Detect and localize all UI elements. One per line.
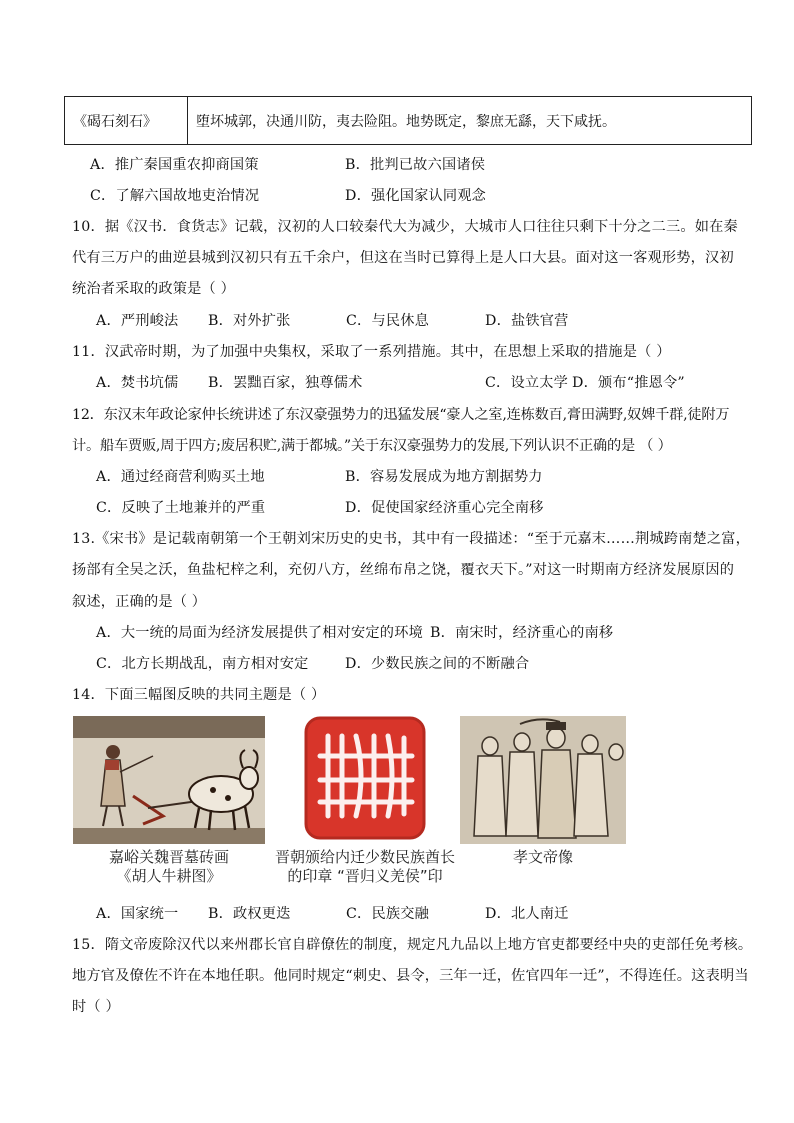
q10-stem-line2: 代有三万户的曲逆县城到汉初只有五千余户，但这在当时已算得上是人口大县。面对这一客观形势，汉初 xyxy=(72,250,734,266)
q13-option-b: B．南宋时，经济重心的南移 xyxy=(430,625,614,641)
seal-illustration xyxy=(296,716,434,844)
q15-stem-line3: 时（ ） xyxy=(72,999,120,1015)
q11-stem-line1: 11．汉武帝时期，为了加强中央集权，采取了一系列措施。其中，在思想上采取的措施是（ ） xyxy=(72,344,671,360)
emperor-caption-line1: 孝文帝像 xyxy=(512,848,573,866)
q12-stem-line1: 12．东汉末年政论家仲长统讲述了东汉豪强势力的迅猛发展“豪人之室,连栋数百,膏田满野,奴婢千群,徒附万 xyxy=(72,407,730,423)
painting-caption-line1: 嘉峪关魏晋墓砖画 xyxy=(108,848,229,866)
xiaowen-emperor-painting xyxy=(460,716,626,844)
q15-stem-line1: 15．隋文帝废除汉代以来州郡长官自辟僚佐的制度，规定凡九品以上地方官吏都要经中央的吏部任免考核。 xyxy=(72,937,753,953)
emperor-caption xyxy=(460,848,626,867)
painting-caption-line2: 《胡人牛耕图》 xyxy=(116,867,222,885)
q10-option-b: B．对外扩张 xyxy=(208,313,291,329)
seal-caption-line1: 晋朝颁给内迁少数民族酋长 xyxy=(274,848,455,866)
q13-stem-line3: 叙述，正确的是（ ） xyxy=(72,594,207,610)
quote-table xyxy=(64,96,752,145)
q13-option-d: D．少数民族之间的不断融合 xyxy=(345,656,530,672)
q11-option-b: B．罢黜百家，独尊儒术 xyxy=(208,375,363,391)
q14-option-a: A．国家统一 xyxy=(96,906,179,922)
q9-option-a: A．推广秦国重农抑商国策 xyxy=(90,157,259,173)
q14-stem-line1: 14．下面三幅图反映的共同主题是（ ） xyxy=(72,687,326,703)
q9-option-d: D．强化国家认同观念 xyxy=(345,188,487,204)
q9-option-b: B．批判已故六国诸侯 xyxy=(345,157,486,173)
ox-plowing-painting xyxy=(73,716,265,844)
q12-option-a: A．通过经商营利购买土地 xyxy=(96,469,265,485)
q10-option-c: C．与民休息 xyxy=(346,313,429,329)
seal-caption xyxy=(262,848,468,886)
q13-option-c: C．北方长期战乱，南方相对安定 xyxy=(96,656,309,672)
emperor-illustration xyxy=(460,716,626,844)
q12-option-b: B．容易发展成为地方割据势力 xyxy=(345,469,543,485)
q10-stem-line3: 统治者采取的政策是（ ） xyxy=(72,281,235,297)
quote-source: 《碣石刻石》 xyxy=(65,97,188,145)
q14-option-d: D．北人南迁 xyxy=(485,906,569,922)
q12-option-c: C．反映了土地兼并的严重 xyxy=(96,500,266,516)
jin-seal-image xyxy=(296,716,434,844)
q10-option-a: A．严刑峻法 xyxy=(96,313,179,329)
q9-option-c: C．了解六国故地吏治情况 xyxy=(90,188,260,204)
q13-stem-line1: 13.《宋书》是记载南朝第一个王朝刘宋历史的史书，其中有一段描述：“至于元嘉末……荆城跨南楚之富， xyxy=(72,531,751,547)
q14-option-b: B．政权更迭 xyxy=(208,906,291,922)
q11-option-c: C．设立太学 xyxy=(485,375,568,391)
q14-option-c: C．民族交融 xyxy=(346,906,429,922)
seal-caption-line2: 的印章 “晋归义羌侯”印 xyxy=(287,867,443,885)
q11-option-d: D．颁布“推恩令” xyxy=(572,375,685,391)
ox-plowing-illustration xyxy=(73,716,265,844)
q13-stem-line2: 扬部有全吴之沃，鱼盐杞梓之利，充仞八方，丝绵布帛之饶，覆衣天下。”对这一时期南方经济发展原因的 xyxy=(72,562,735,578)
q10-stem-line1: 10．据《汉书．食货志》记载，汉初的人口较秦代大为减少，大城市人口往往只剩下十分之二三。如在秦 xyxy=(72,219,738,235)
q15-stem-line2: 地方官及僚佐不许在本地任职。他同时规定“刺史、县令，三年一迁，佐官四年一迁”，不得连任。这表明当 xyxy=(72,968,749,984)
painting-caption xyxy=(73,848,265,886)
q13-option-a: A．大一统的局面为经济发展提供了相对安定的环境 xyxy=(96,625,423,641)
q12-stem-line2: 计。船车贾贩,周于四方;废居积贮,满于都城。”关于东汉豪强势力的发展,下列认识不正确的是 （ ） xyxy=(72,438,672,454)
q11-option-a: A．焚书坑儒 xyxy=(96,375,179,391)
q10-option-d: D．盐铁官营 xyxy=(485,313,569,329)
q12-option-d: D．促使国家经济重心完全南移 xyxy=(345,500,544,516)
quote-text: 堕坏城郭，决通川防，夷去险阻。地势既定，黎庶无繇，天下咸抚。 xyxy=(188,97,752,145)
